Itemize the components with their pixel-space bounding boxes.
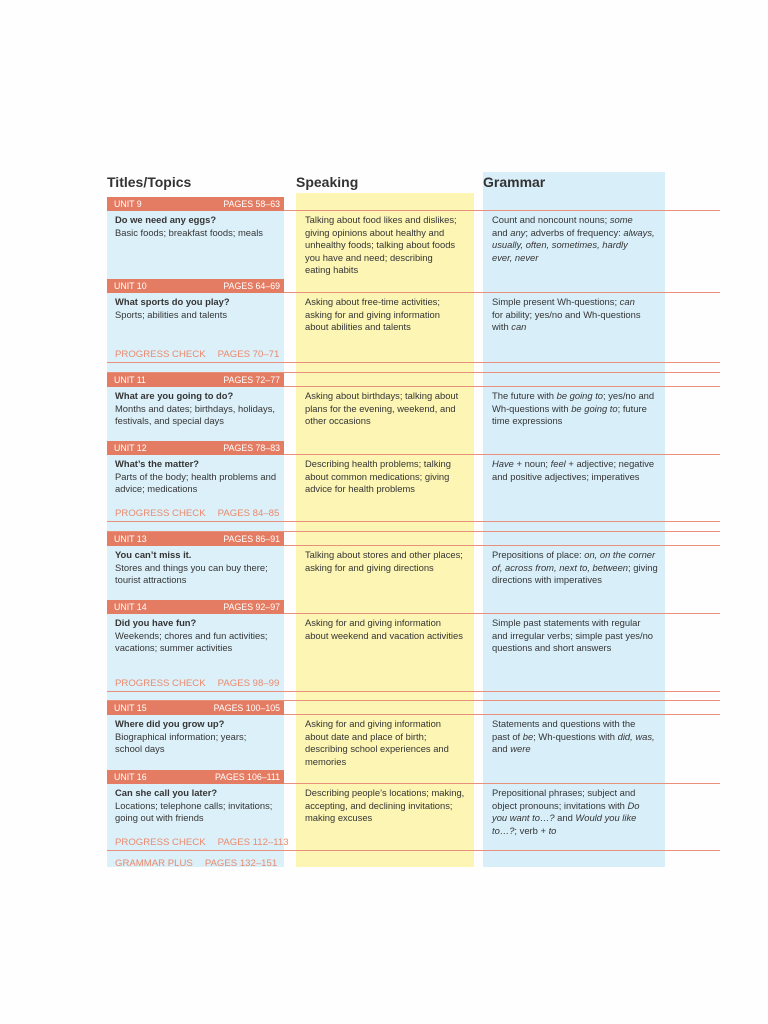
- unit-title: Did you have fun?: [115, 617, 197, 628]
- unit-bar: [107, 373, 284, 387]
- unit-title: Where did you grow up?: [115, 718, 225, 729]
- titles-topics-cell: [115, 296, 230, 321]
- text-line: Talking about food likes and dislikes;: [305, 214, 457, 225]
- italic-text: ever, never: [492, 251, 539, 263]
- speaking-cell: [305, 787, 464, 825]
- text-line: Prepositions of place: on, on the corner: [492, 549, 656, 560]
- text-line: festivals, and special days: [115, 415, 224, 427]
- speaking-cell: [305, 617, 463, 642]
- titles-topics-cell: [115, 390, 275, 428]
- grammar-plus-pages: PAGES 132–151: [204, 858, 278, 867]
- unit-title: What’s the matter?: [115, 458, 200, 469]
- text-line: going out with friends: [115, 812, 204, 824]
- progress-check-label: PROGRESS CHECK: [115, 837, 206, 848]
- progress-check-pages: PAGES 84–85: [217, 508, 280, 519]
- italic-text: to…?: [492, 824, 515, 836]
- unit-pages: PAGES 78–83: [223, 443, 280, 453]
- text-line: Describing health problems; talking: [305, 458, 451, 469]
- text-line: school days: [115, 743, 165, 755]
- text-line: time expressions: [492, 415, 563, 427]
- italic-text: to: [548, 824, 557, 836]
- text-line: Prepositional phrases; subject and: [492, 787, 636, 798]
- grammar-cell: [492, 296, 641, 334]
- unit-topics: [115, 562, 268, 587]
- italic-text: you want to…?: [492, 812, 555, 824]
- text-line: with can: [492, 321, 527, 333]
- text-line: you want to…? and Would you like: [492, 812, 637, 824]
- progress-check-label: PROGRESS CHECK: [115, 349, 206, 360]
- progress-check-label: PROGRESS CHECK: [115, 508, 206, 519]
- unit-pages: PAGES 100–105: [213, 703, 280, 713]
- text-line: plans for the evening, weekend, and: [305, 402, 456, 414]
- unit-bar: [107, 441, 284, 455]
- text-line: asking for and giving directions: [305, 561, 434, 573]
- italic-text: some: [609, 214, 633, 225]
- text-line: Stores and things you can buy there;: [115, 561, 268, 573]
- text-line: Simple present Wh-questions; can: [492, 296, 635, 307]
- unit-bar: [107, 770, 284, 784]
- unit-number: UNIT 9: [114, 199, 142, 209]
- text-line: Asking for and giving information: [305, 718, 442, 729]
- italic-text: always,: [623, 226, 655, 238]
- unit-number: UNIT 16: [114, 772, 147, 782]
- unit-number: UNIT 15: [114, 703, 147, 713]
- grammar-cell: [492, 718, 655, 756]
- text-line: and irregular verbs; simple past yes/no: [492, 629, 654, 641]
- progress-check-pages: PAGES 70–71: [217, 349, 280, 360]
- unit-title: Can she call you later?: [115, 787, 218, 798]
- text-line: Locations; telephone calls; invitations;: [115, 799, 273, 811]
- text-line: describing school experiences and: [305, 743, 449, 755]
- text-line: advice; medications: [115, 483, 198, 495]
- text-line: vacations; summer activities: [115, 642, 233, 654]
- unit-pages: PAGES 58–63: [223, 199, 280, 209]
- text-line: directions with imperatives: [492, 574, 602, 586]
- text-line: memories: [305, 755, 347, 767]
- speaking-cell: [305, 214, 457, 277]
- text-line: about date and place of birth;: [305, 730, 427, 742]
- titles-topics-cell: [115, 718, 246, 756]
- italic-text: be going to: [556, 390, 604, 401]
- text-line: Basic foods; breakfast foods; meals: [115, 226, 263, 238]
- unit-topics: [115, 227, 263, 240]
- italic-text: can: [619, 296, 635, 307]
- unit-title: What are you going to do?: [115, 390, 234, 401]
- text-line: Count and noncount nouns; some: [492, 214, 633, 225]
- italic-text: of, across from, next to, between: [492, 561, 629, 573]
- italic-text: can: [511, 321, 527, 333]
- italic-text: Have: [492, 458, 514, 469]
- text-line: Months and dates; birthdays, holidays,: [115, 402, 275, 414]
- unit-number: UNIT 14: [114, 602, 147, 612]
- rule-line: [107, 521, 720, 522]
- unit-number: UNIT 13: [114, 534, 147, 544]
- titles-topics-cell: [115, 214, 263, 239]
- titles-topics-cell: [115, 549, 268, 587]
- text-line: eating habits: [305, 264, 359, 276]
- text-line: other occasions: [305, 415, 371, 427]
- italic-text: Would you like: [575, 812, 637, 824]
- unit-number: UNIT 12: [114, 443, 147, 453]
- unit-bar: [107, 279, 284, 293]
- text-line: tourist attractions: [115, 574, 187, 586]
- text-line: advice for health problems: [305, 483, 415, 495]
- grammar-cell: [492, 787, 639, 837]
- text-line: Have + noun; feel + adjective; negative: [492, 458, 655, 469]
- speaking-cell: [305, 390, 458, 428]
- text-line: Wh-questions with be going to; future: [492, 402, 647, 414]
- text-line: asking for and giving information: [305, 308, 440, 320]
- italic-text: usually, often, sometimes, hardly: [492, 239, 628, 251]
- text-line: Asking for and giving information: [305, 617, 442, 628]
- unit-bar: [107, 532, 284, 546]
- text-line: [492, 252, 655, 265]
- grammar-cell: [492, 390, 654, 428]
- italic-text: any: [510, 226, 526, 238]
- rule-line: [107, 362, 720, 363]
- speaking-header: Speaking: [296, 174, 359, 190]
- unit-pages: PAGES 72–77: [223, 375, 280, 385]
- text-line: and any; adverbs of frequency: always,: [492, 226, 655, 238]
- unit-bar: [107, 197, 284, 211]
- unit-number: UNIT 11: [114, 375, 146, 385]
- text-line: questions and short answers: [492, 642, 612, 654]
- text-line: to…?; verb + to: [492, 824, 557, 836]
- text-line: Talking about stores and other places;: [305, 549, 463, 560]
- italic-text: be going to: [571, 402, 618, 414]
- progress-check-pages: PAGES 112–113: [217, 837, 289, 848]
- grammar-column-background: [483, 172, 665, 867]
- titles-topics-cell: [115, 787, 272, 825]
- text-line: giving opinions about healthy and: [305, 226, 445, 238]
- text-line: Biographical information; years;: [115, 730, 247, 742]
- text-line: The future with be going to; yes/no and: [492, 390, 655, 401]
- unit-pages: PAGES 92–97: [223, 602, 280, 612]
- text-line: Parts of the body; health problems and: [115, 470, 277, 482]
- grammar-plus-label: GRAMMAR PLUS: [115, 858, 193, 867]
- unit-bar: [107, 701, 284, 715]
- text-line: about common medications; giving: [305, 470, 450, 482]
- text-line: Simple past statements with regular: [492, 617, 641, 628]
- unit-pages: PAGES 64–69: [223, 281, 280, 291]
- speaking-cell: [305, 718, 449, 768]
- titles-topics-cell: [115, 458, 276, 496]
- text-line: Describing people’s locations; making,: [305, 787, 465, 798]
- progress-check: [115, 677, 279, 690]
- progress-check-label: PROGRESS CHECK: [115, 678, 206, 689]
- text-line: making excuses: [305, 812, 373, 824]
- unit-topics: [115, 403, 275, 428]
- unit-pages: PAGES 86–91: [223, 534, 280, 544]
- text-line: Weekends; chores and fun activities;: [115, 629, 268, 641]
- italic-text: Do: [627, 799, 640, 811]
- unit-topics: [115, 471, 276, 496]
- progress-check: [115, 507, 279, 520]
- italic-text: did, was,: [617, 730, 655, 742]
- italic-text: be: [522, 730, 534, 742]
- text-line: past of be; Wh-questions with did, was,: [492, 730, 655, 742]
- unit-topics: [115, 309, 230, 322]
- unit-title: What sports do you play?: [115, 296, 230, 307]
- speaking-cell: [305, 549, 463, 574]
- text-line: Sports; abilities and talents: [115, 308, 228, 320]
- progress-check-pages: PAGES 98–99: [217, 678, 280, 689]
- titles-topics-header: Titles/Topics: [107, 174, 192, 190]
- unit-topics: [115, 800, 272, 825]
- text-line: and positive adjectives; imperatives: [492, 470, 640, 482]
- text-line: Asking about free-time activities;: [305, 296, 440, 307]
- unit-number: UNIT 10: [114, 281, 147, 291]
- italic-text: feel: [550, 458, 566, 469]
- titles-topics-cell: [115, 617, 268, 655]
- text-line: object pronouns; invitations with Do: [492, 799, 640, 811]
- rule-line: [107, 850, 720, 851]
- unit-pages: PAGES 106–111: [214, 772, 280, 782]
- unit-title: You can’t miss it.: [115, 549, 192, 560]
- text-line: [492, 239, 655, 252]
- progress-check: [115, 836, 289, 849]
- text-line: of, across from, next to, between; giving: [492, 561, 658, 573]
- unit-topics: [115, 731, 246, 756]
- speaking-cell: [305, 296, 440, 334]
- text-line: accepting, and declining invitations;: [305, 799, 453, 811]
- grammar-cell: [492, 617, 653, 655]
- italic-text: on, on the corner: [584, 549, 656, 560]
- text-line: unhealthy foods; talking about foods: [305, 239, 456, 251]
- text-line: about abilities and talents: [305, 321, 411, 333]
- text-line: Statements and questions with the: [492, 718, 636, 729]
- unit-bar: [107, 600, 284, 614]
- unit-title: Do we need any eggs?: [115, 214, 217, 225]
- text-line: for ability; yes/no and Wh-questions: [492, 308, 641, 320]
- speaking-cell: [305, 458, 451, 496]
- grammar-plus: [115, 857, 277, 867]
- unit-topics: [115, 630, 268, 655]
- text-line: Asking about birthdays; talking about: [305, 390, 459, 401]
- grammar-cell: [492, 549, 658, 587]
- progress-check: [115, 348, 279, 361]
- grammar-cell: [492, 214, 655, 264]
- text-line: you have and need; describing: [305, 251, 433, 263]
- grammar-header: Grammar: [483, 174, 546, 190]
- text-line: and were: [492, 743, 531, 755]
- italic-text: were: [510, 743, 531, 755]
- text-line: about weekend and vacation activities: [305, 629, 463, 641]
- rule-line: [107, 691, 720, 692]
- grammar-cell: [492, 458, 654, 483]
